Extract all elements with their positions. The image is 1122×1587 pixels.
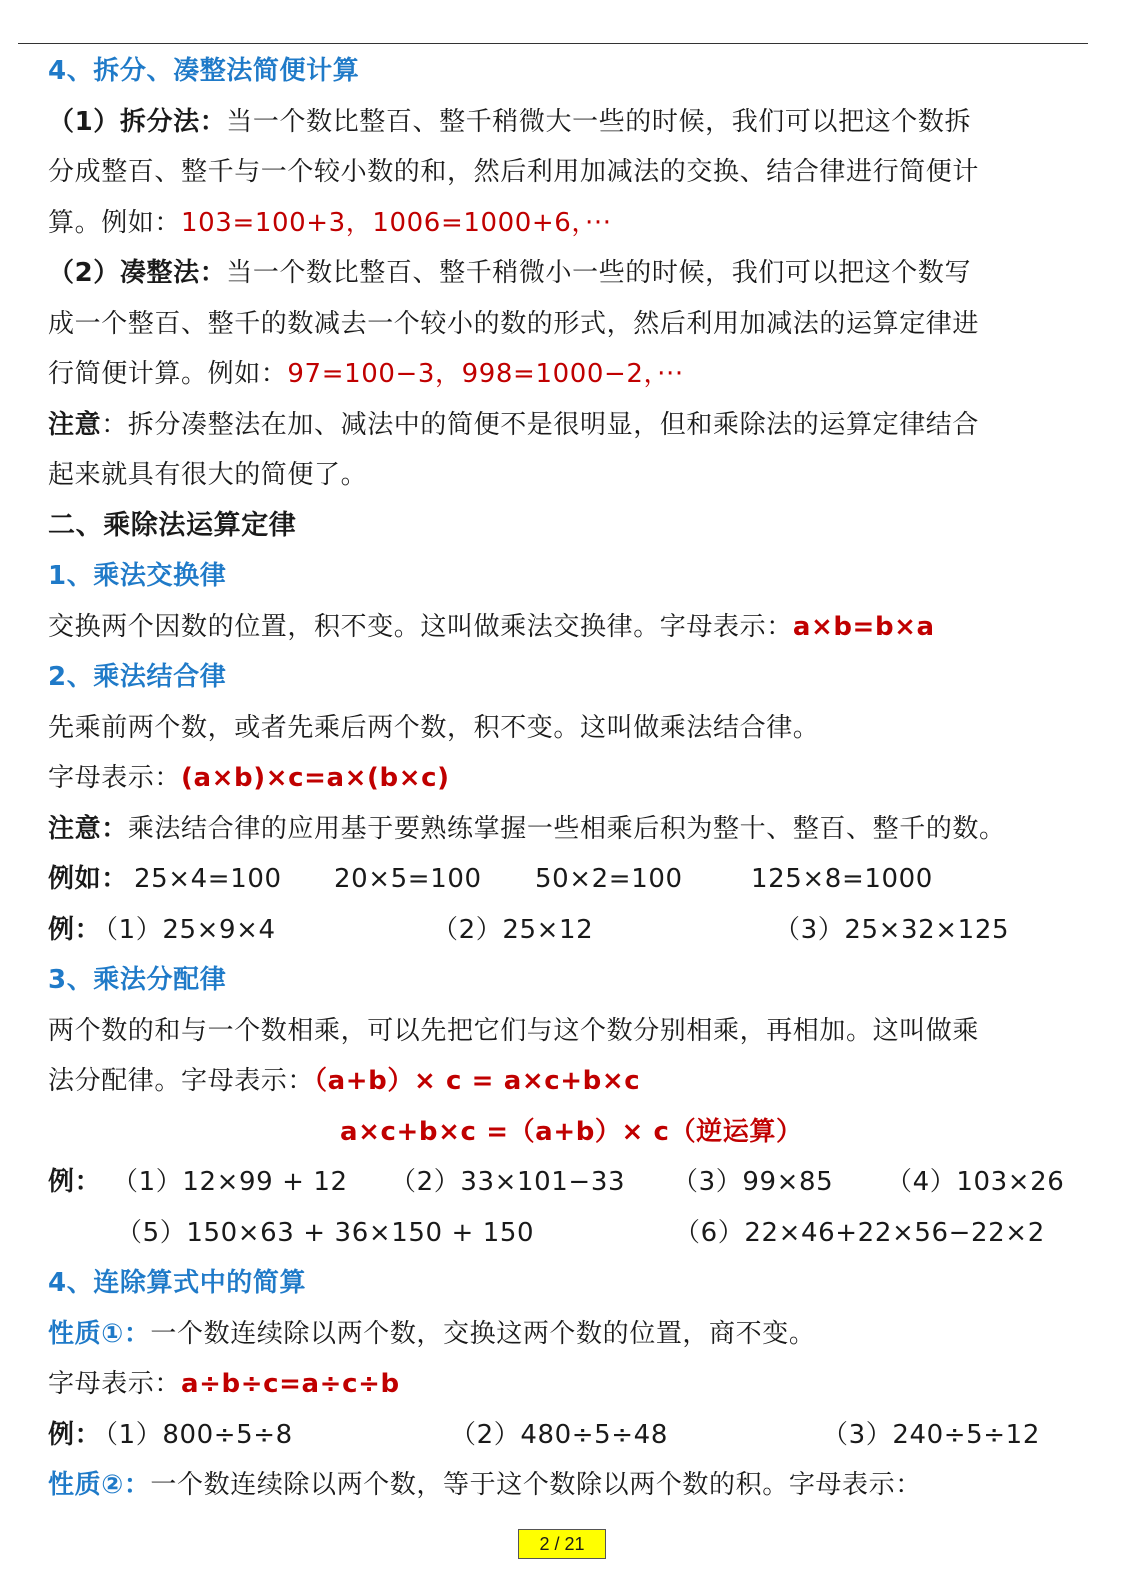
exercise-item: （1）25×9×4 xyxy=(92,914,276,945)
division-formula: a÷b÷c=a÷c÷b xyxy=(181,1369,400,1399)
heading-commutative-law: 1、乘法交换律 xyxy=(48,561,227,591)
example-item: 125×8=1000 xyxy=(751,864,933,894)
associative-formula-label: 字母表示： xyxy=(48,763,182,793)
split-note-text-1: ：拆分凑整法在加、减法中的简便不是很明显，但和乘除法的运算定律结合 xyxy=(101,409,980,440)
exercise-label: 例： xyxy=(48,1419,102,1450)
distributive-exercises-row-2 xyxy=(48,1208,1068,1259)
page-number-badge: 2 / 21 xyxy=(518,1529,606,1559)
distributive-law-desc-2 xyxy=(48,1056,1068,1107)
split-method-example: 103=100+3，1006=1000+6，··· xyxy=(181,207,612,238)
division-exercises-row xyxy=(48,1410,1068,1461)
header-rule xyxy=(18,43,1088,44)
property-2-text: 一个数连续除以两个数，等于这个数除以两个数的积。字母表示： xyxy=(150,1470,922,1500)
split-method-text-1: 当一个数比整百、整千稍微大一些的时候，我们可以把这个数拆 xyxy=(226,106,972,137)
distributive-law-reverse-line xyxy=(48,1107,1068,1158)
property-2-line xyxy=(48,1460,1068,1511)
heading-distributive-law: 3、乘法分配律 xyxy=(48,965,227,995)
property-1-label: 性质①： xyxy=(48,1318,151,1349)
split-method-line-2: 分成整百、整千与一个较小数的和，然后利用加减法的交换、结合律进行简便计 xyxy=(48,157,980,187)
associative-note-text: 乘法结合律的应用基于要熟练掌握一些相乘后积为整十、整百、整千的数。 xyxy=(127,813,1006,844)
property-1-line xyxy=(48,1309,1068,1360)
distributive-exercises-row-1 xyxy=(48,1157,1068,1208)
exercise-item: （4）103×26 xyxy=(886,1167,1065,1197)
round-method-line-3 xyxy=(48,349,1068,400)
round-method-text-3: 行简便计算。例如： xyxy=(48,359,288,389)
exercise-label: 例： xyxy=(48,1167,102,1197)
division-formula-label: 字母表示： xyxy=(48,1369,182,1399)
split-note-line-1 xyxy=(48,400,1068,451)
exercise-item: （2）480÷5÷48 xyxy=(450,1419,668,1450)
property-2-label: 性质②： xyxy=(48,1470,151,1500)
associative-examples-row xyxy=(48,854,1068,905)
division-formula-line xyxy=(48,1359,1068,1410)
split-method-text-3: 算。例如： xyxy=(48,207,182,238)
example-item: 25×4=100 xyxy=(134,864,282,894)
commutative-law-text xyxy=(48,602,1068,653)
document-body xyxy=(48,46,1068,1511)
exercise-item: （3）99×85 xyxy=(672,1167,834,1197)
split-method-line-1 xyxy=(48,97,1068,148)
example-item: 50×2=100 xyxy=(535,864,683,894)
distributive-law-formula: （a+b）× c = a×c+b×c xyxy=(314,1066,641,1096)
associative-law-desc: 先乘前两个数，或者先乘后两个数，积不变。这叫做乘法结合律。 xyxy=(48,712,820,743)
exercise-item: （1）800÷5÷8 xyxy=(92,1419,293,1450)
associative-note-label: 注意： xyxy=(48,813,128,844)
commutative-law-formula: a×b=b×a xyxy=(792,611,935,642)
exercise-item: （1）12×99 + 12 xyxy=(112,1167,348,1197)
round-method-label: （2）凑整法： xyxy=(48,258,227,288)
round-method-line-1 xyxy=(48,248,1068,299)
example-item: 20×5=100 xyxy=(334,864,482,894)
round-method-line-2: 成一个整百、整千的数减去一个较小的数的形式，然后利用加减法的运算定律进 xyxy=(48,308,980,339)
section-heading-split-round: 4、拆分、凑整法简便计算 xyxy=(48,56,360,86)
property-1-text: 一个数连续除以两个数，交换这两个数的位置，商不变。 xyxy=(150,1318,816,1349)
split-note-label: 注意 xyxy=(48,409,102,440)
exercise-item: （2）33×101−33 xyxy=(390,1167,626,1197)
exercise-item: （2）25×12 xyxy=(432,914,594,945)
heading-associative-law: 2、乘法结合律 xyxy=(48,662,227,692)
associative-law-formula: (a×b)×c=a×(b×c) xyxy=(181,763,450,793)
part-heading-multiplication-division: 二、乘除法运算定律 xyxy=(48,509,297,541)
commutative-law-desc: 交换两个因数的位置，积不变。这叫做乘法交换律。字母表示： xyxy=(48,611,793,642)
round-method-text-1: 当一个数比整百、整千稍微小一些的时候，我们可以把这个数写 xyxy=(226,258,972,288)
exercise-item: （3）240÷5÷12 xyxy=(822,1419,1040,1450)
exercise-item: （6）22×46+22×56−22×2 xyxy=(674,1217,1045,1248)
split-method-line-3 xyxy=(48,198,1068,249)
heading-consecutive-division: 4、连除算式中的简算 xyxy=(48,1268,307,1298)
round-method-example: 97=100−3，998=1000−2，··· xyxy=(287,359,684,389)
exercise-item: （5）150×63 + 36×150 + 150 xyxy=(116,1217,535,1248)
split-note-line-2: 起来就具有很大的简便了。 xyxy=(48,460,368,490)
examples-label: 例如： xyxy=(48,864,128,894)
associative-note-line xyxy=(48,804,1068,855)
distributive-law-reverse-formula: a×c+b×c =（a+b）× c（逆运算） xyxy=(340,1116,803,1147)
exercise-item: （3）25×32×125 xyxy=(774,914,1010,945)
associative-exercises-row xyxy=(48,905,1068,956)
distributive-law-desc-1: 两个数的和与一个数相乘，可以先把它们与这个数分别相乘，再相加。这叫做乘 xyxy=(48,1015,980,1046)
associative-law-formula-line xyxy=(48,753,1068,804)
distributive-law-text-2: 法分配律。字母表示： xyxy=(48,1066,315,1096)
split-method-label: （1）拆分法： xyxy=(48,106,227,137)
exercise-label: 例： xyxy=(48,914,102,945)
